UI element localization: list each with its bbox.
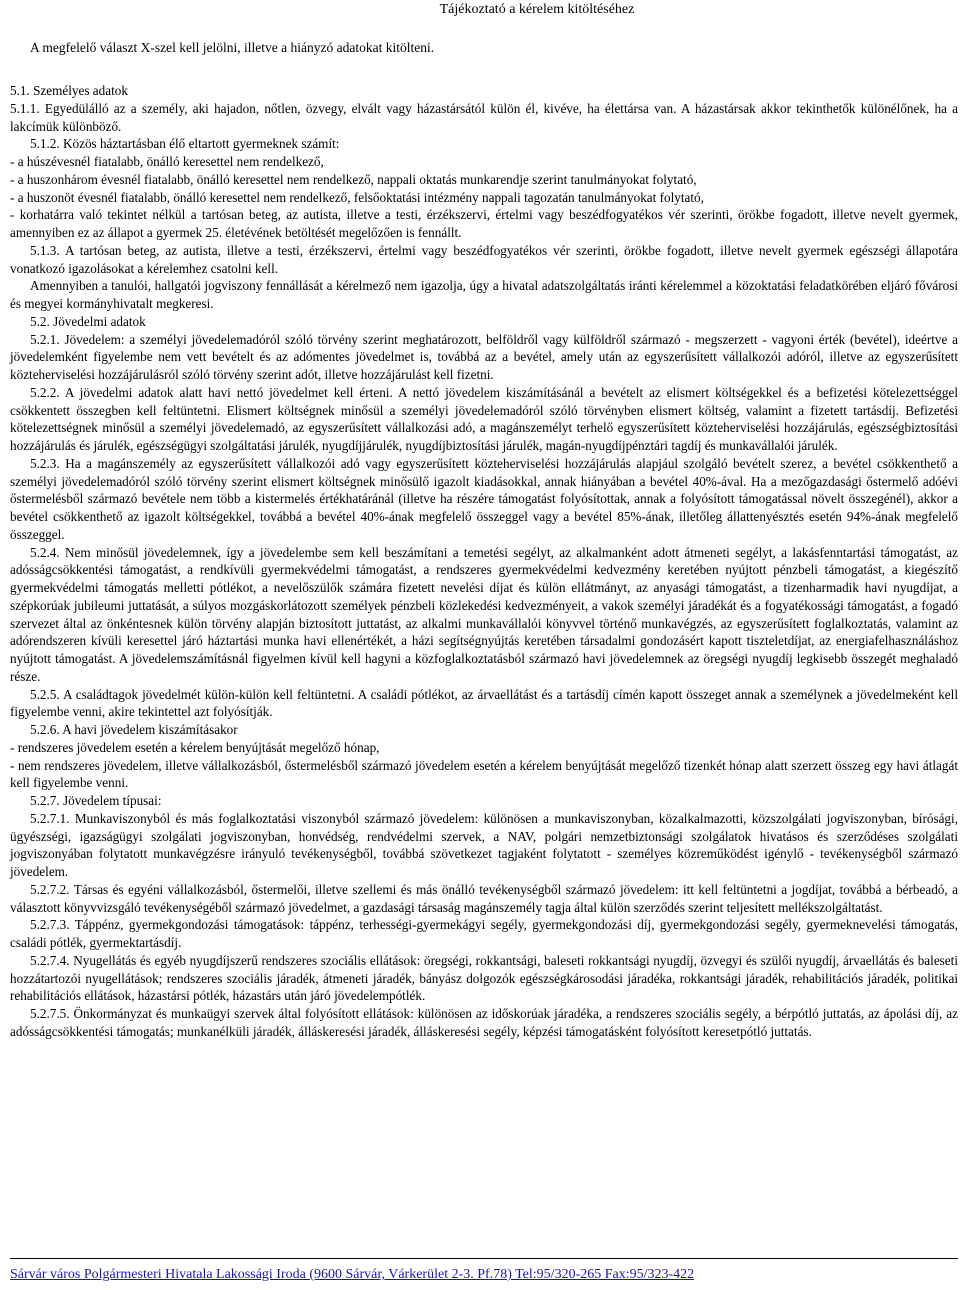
section-5-2-heading: 5.2. Jövedelmi adatok xyxy=(30,313,146,329)
intro-text: A megfelelő választ X-szel kell jelölni, illetve a hiányzó adatokat kitölteni. xyxy=(30,40,435,55)
paragraph-5-2-5: 5.2.5. A családtagok jövedelmét külön-külön kell feltüntetni. A családi pótlékot, az árvaellátást és a tartásdíj címén kapott összeget annak a személynek a jövedelmeként kell figyelembe venni, akire tekintettel azt folyósítják. xyxy=(10,686,958,720)
paragraph-5-2-6: 5.2.6. A havi jövedelem kiszámításakor xyxy=(30,722,238,737)
paragraph-5-2-7-1: 5.2.7.1. Munkaviszonyból és más foglalkoztatási viszonyból származó jövedelem: különösen a munkaviszonyban, közalkalmazotti, közszolgálati jogviszonyban, bírósági, ügyészségi, igazságügyi szolgálati jogviszonyban, honvédség, rendvédelmi szervek, a NAV, polgári nemzetbiztonsági szolgálatok hivatásos és szerződéses szolgálati jogviszonyában folytatott munkavégzésre irányuló tevékenységből, továbbá szövetkezet tagjaként folytatott - személyes közreműködést igénylő - tevékenységből származó jövedelem. xyxy=(10,810,958,879)
paragraph-5-2-2: 5.2.2. A jövedelmi adatok alatt havi nettó jövedelmet kell érteni. A nettó jövedelem kiszámításánál a bevételt az elismert költségekkel és a befizetési kötelezettséggel csökkentett összegben kell feltüntetni. Elismert költségnek minősül a személyi jövedelemadóról szóló törvényben elismert költség, valamint a fizetett tartásdíj. Befizetési kötelezettségnek minősül a személyi jövedelemadó, az egyszerűsített vállalkozási adó, a magánszemélyt terhelő egyszerűsített közteherviselési hozzájárulás, egészségbiztosítási hozzájárulás és járulék, egészségügyi szolgáltatási járulék, nyugdíjjárulék, nyugdíjbiztosítási járulék, magán-nyugdíjpénztári tagdíj és munkavállalói járulék. xyxy=(10,384,958,453)
list-item: - korhatárra való tekintet nélkül a tartósan beteg, az autista, illetve a testi, érzékszervi, értelmi vagy beszédfogyatékos vér szerinti, örökbe fogadott, illetve nevelt gyermek, amennyiben ez az állapot a gyermek 25. életévének betöltését megelőzően is fennállt. xyxy=(10,207,958,240)
paragraph-5-2-7-4: 5.2.7.4. Nyugellátás és egyéb nyugdíjszerű rendszeres szociális ellátások: öregségi, rokkantsági, baleseti rokkantsági nyugdíj, özvegyi és szülői nyugdíj, árvaellátás és baleseti hozzátartozói nyugellátások; rendszeres szociális járadék, átmeneti járadék, bányász dolgozók egészségkárosodási járadéka, rokkantsági járadék, rehabilitációs járadék, politikai rehabilitációs ellátások, házastársi pótlék, házastárs után járó jövedelempótlék. xyxy=(10,952,958,1004)
document-body xyxy=(10,82,958,1041)
paragraph-5-2-7-5: 5.2.7.5. Önkormányzat és munkaügyi szervek által folyósított ellátások: különösen az időskorúak járadéka, a rendszeres szociális segély, a bérpótló juttatás, az ápolási díj, az adósságcsökkentési támogatás; munkanélküli járadék, álláskeresési járadék, álláskeresési segély, képzési támogatásként folyósított keresetpótló juttatás. xyxy=(10,1006,958,1039)
footer-divider xyxy=(10,1258,958,1259)
paragraph-5-2-7-3: 5.2.7.3. Táppénz, gyermekgondozási támogatások: táppénz, terhességi-gyermekágyi segély, gyermekgondozási díj, gyermekgondozási segély, gyermeknevelési támogatás, családi pótlék, gyermektartásdíj. xyxy=(10,917,958,950)
document-page xyxy=(10,0,958,1290)
page-title: Tájékoztató a kérelem kitöltéséhez xyxy=(439,2,635,17)
footer-address: Sárvár város Polgármesteri Hivatala Lakossági Iroda (9600 Sárvár, Várkerület 2-3. Pf.78) Tel:95/320-265 Fax:95/323-422 xyxy=(10,1267,695,1282)
section-5-1-heading: 5.1. Személyes adatok xyxy=(10,83,128,98)
paragraph-5-2-4: 5.2.4. Nem minősül jövedelemnek, így a jövedelembe sem kell beszámítani a temetési segélyt, az alkalmanként adott átmeneti segélyt, a lakásfenntartási támogatást, az adósságcsökkentési támogatást, a rendkívüli gyermekvédelmi támogatást, a rendszeres gyermekvédelmi kedvezmény keretében nyújtott pénzbeli támogatást, a kiegészítő gyermekvédelmi támogatás melletti pótlékot, a nevelőszülők számára fizetett nevelési díjat és külön ellátmányt, az anyasági támogatást, a tizenharmadik havi nyugdíjat, a szépkorúak jubileumi juttatását, a súlyos mozgáskorlátozott személyek pénzbeli közlekedési kedvezményeit, a vakok személyi járadékát és a fogyatékossági támogatást, a fogadó szervezet által az önkéntesnek külön törvény alapján biztosított juttatást, az alkalmi munkavállalói könyvvel történő munkavégzés, az egyszerűsített foglalkoztatás, valamint az adórendszeren kívüli keresettel járó háztartási munka havi ellenértékét, a házi segítségnyújtás keretében társadalmi gondozásért kapott tiszteletdíjat, az energiafelhasználáshoz nyújtott támogatást. A jövedelemszámításnál figyelmen kívül kell hagyni a közfoglalkoztatásból származó havi jövedelemnek az öregségi nyugdíj legkisebb összegét meghaladó része. xyxy=(10,544,958,684)
paragraph-5-2-3: 5.2.3. Ha a magánszemély az egyszerűsített vállalkozói adó vagy egyszerűsített közteherviselési hozzájárulás alapjául szolgáló bevételt szerez, a bevétel csökkenthető a személyi jövedelemadóról szóló törvény szerint elismert költségnek minősülő igazolt kiadásokkal, annak hiányában a bevétel 40%-ával. Ha a mezőgazdasági őstermelő adóévi őstermelésből származó bevétele nem több a kistermelés értékhatáránál (illetve ha részére támogatást folyósítottak, annak a folyósított támogatással növelt összegénél), akkor a bevétel csökkenthető az igazolt költségekkel, továbbá a bevétel 40%-ának megfelelő összeggel vagy a bevétel 85%-ának, illetőleg állattenyésztés esetén 94%-ának megfelelő összeggel. xyxy=(10,455,958,542)
paragraph-5-1-1: 5.1.1. Egyedülálló az a személy, aki hajadon, nőtlen, özvegy, elvált vagy házastársától külön él, kivéve, ha élettársa van. A házastársak akkor tekinthetők különélőnek, ha a lakcímük különböző. xyxy=(10,100,958,134)
list-item: - a húszévesnél fiatalabb, önálló keresettel nem rendelkező, xyxy=(10,154,324,169)
paragraph-5-1-2: 5.1.2. Közös háztartásban élő eltartott gyermeknek számít: xyxy=(30,136,340,152)
paragraph-5-2-7: 5.2.7. Jövedelem típusai: xyxy=(30,793,162,808)
paragraph-student-status: Amennyiben a tanulói, hallgatói jogviszony fennállását a kérelmező nem igazolja, úgy a hivatal adatszolgáltatás iránti kérelemmel a közoktatási feladatkörében eljáró fővárosi és megyei kormányhivatalt megkeresi. xyxy=(10,278,958,311)
paragraph-5-1-3: 5.1.3. A tartósan beteg, az autista, illetve a testi, érzékszervi, értelmi vagy beszédfogyatékos vér szerinti, örökbe fogadott, illetve nevelt gyermek egészségi állapotára vonatkozó igazolásokat a kérelemhez csatolni kell. xyxy=(10,242,958,276)
list-item: - a huszonhárom évesnél fiatalabb, önálló keresettel nem rendelkező, nappali oktatás munkarendje szerint tanulmányokat folytató, xyxy=(10,171,697,187)
list-item: - a huszonöt évesnél fiatalabb, önálló keresettel nem rendelkező, felsőoktatási intézmény nappali tagozatán tanulmányokat folytató, xyxy=(10,189,704,205)
paragraph-5-2-7-2: 5.2.7.2. Társas és egyéni vállalkozásból, őstermelői, illetve szellemi és más önálló tevékenységből származó jövedelem: itt kell feltüntetni a jogdíjat, továbbá a bérbeadó, a választott könyvvizsgáló tevékenységéből származó jövedelmet, a gazdasági társaság magánszemély tagja által külön szerződés szerint teljesített mellékszolgáltatást. xyxy=(10,881,958,915)
paragraph-5-2-1: 5.2.1. Jövedelem: a személyi jövedelemadóról szóló törvény szerint meghatározott, belföldről vagy külföldről származó - megszerzett - vagyoni érték (bevétel), ideértve a jövedelemként figyelembe nem vett bevételt és az adómentes jövedelmet is, továbbá az a bevétel, amely után az egyszerűsített vállalkozói adóról, illetve az egyszerűsített közteherviselési hozzájárulásról szóló törvény szerint adót, illetve hozzájárulást kell fizetni. xyxy=(10,331,958,382)
list-item: - nem rendszeres jövedelem, illetve vállalkozásból, őstermelésből származó jövedelem esetén a kérelem benyújtását megelőző tizenkét hónap alatt szerzett összeg egy havi átlagát kell figyelembe venni. xyxy=(10,757,958,791)
list-item: - rendszeres jövedelem esetén a kérelem benyújtását megelőző hónap, xyxy=(10,739,380,755)
page-header xyxy=(10,2,958,18)
